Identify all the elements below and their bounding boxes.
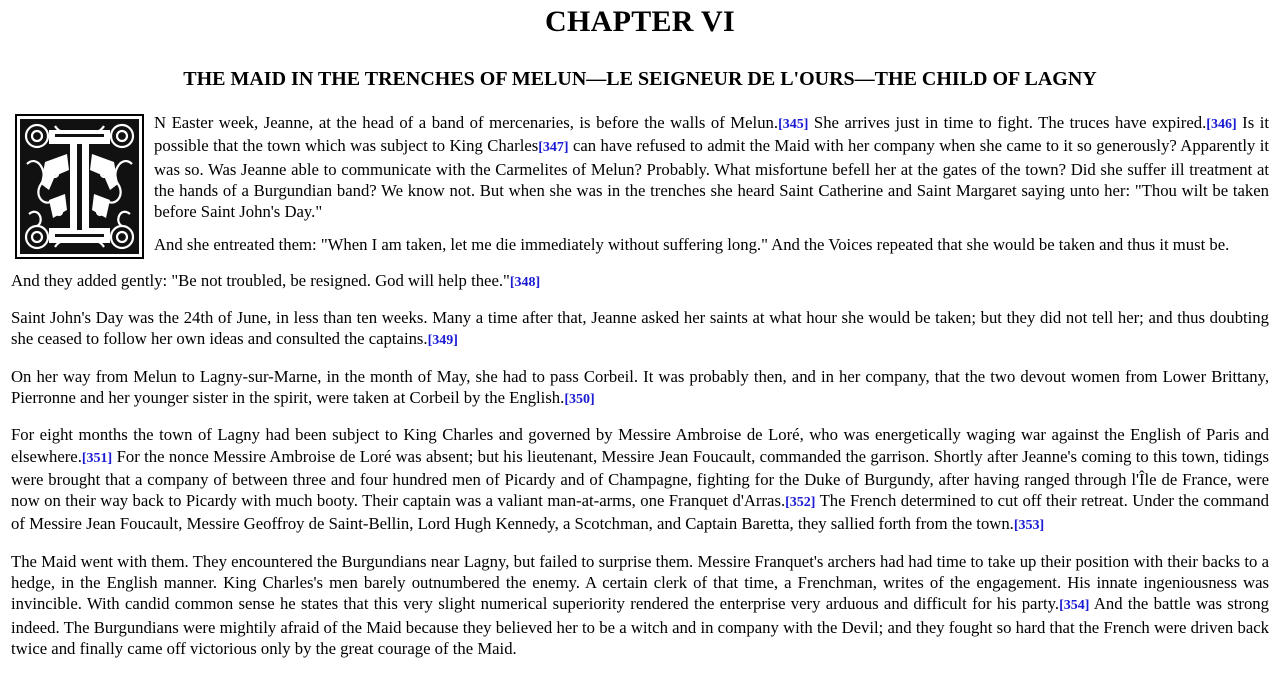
- paragraph-text: For the nonce Messire Ambroise de Loré was absent; but his lieutenant, Messire Jean Foucault, commanded the garrison. Shortly after Jeanne's coming to this town, tidings were brought that a company of between three and four hundred men of Picardy and of Champagne, fighting for the Duke of Burgundy, after having ranged through l'Île de France, were now on their way back to Picardy with much booty. Their captain was a valiant man-at-arms, one Franquet d'Arras.: [11, 446, 1269, 511]
- footnote-link[interactable]: [349]: [427, 333, 458, 349]
- paragraph: [11, 112, 1269, 222]
- paragraph-list: [11, 112, 1269, 659]
- footnote-link[interactable]: [347]: [538, 140, 569, 156]
- footnote-link[interactable]: [348]: [509, 274, 541, 290]
- footnote-link[interactable]: [346]: [1206, 117, 1237, 132]
- paragraph: [11, 307, 1269, 352]
- paragraph-text: And they added gently: "Be not troubled, be resigned. God will help thee.": [11, 270, 510, 290]
- chapter-body: [11, 112, 1269, 659]
- paragraph-text: can have refused to admit the Maid with her company when she came to it so generously? Apparently it was so. Was Jeanne able to communicate with the Carmelites of Melun? Probably. What misfortune befell her at the gates of the town? Did she suffer ill treatment at the hands of a Burgundian band? We know not. But when she was in the trenches she heard Saint Catherine and Saint Margaret saying unto her: "Thou wilt be taken before Saint John's Day.": [154, 136, 1269, 222]
- footnote-link[interactable]: [352]: [785, 495, 816, 511]
- footnote-link[interactable]: [354]: [1059, 598, 1090, 614]
- paragraph: [11, 234, 1269, 255]
- paragraph-text: The French determined to cut off their retreat. Under the command of Messire Jean Foucault, Messire Geoffroy de Saint-Bellin, Lord Hugh Kennedy, a Scotchman, and Captain Baretta, they sallied forth from the town.: [11, 491, 1269, 534]
- paragraph: [11, 424, 1269, 536]
- paragraph-text: She arrives just in time to fight. The truces have expired.: [808, 113, 1207, 132]
- footnote-link[interactable]: [345]: [778, 117, 809, 132]
- paragraph: [11, 270, 1269, 293]
- paragraph-text: On her way from Melun to Lagny-sur-Marne, in the month of May, she had to pass Corbeil. It was probably then, and in her company, that the two devout women from Lower Brittany, Pierronne and her younger sister in the spirit, were taken at Corbeil by the English.: [11, 366, 1269, 407]
- paragraph-text: For eight months the town of Lagny had been subject to King Charles and governed by Messire Ambroise de Loré, who was energetically waging war against the English of Paris and elsewhere.: [11, 425, 1269, 466]
- paragraph-text: The Maid went with them. They encountered the Burgundians near Lagny, but failed to surprise them. Messire Franquet's archers had had time to take up their position with their backs to a hedge, in the English manner. King Charles's men barely outnumbered the enemy. A certain clerk of that time, a Frenchman, writes of the engagement. His innate ingeniousness was invincible. With candid common sense he states that this very slight numerical superiority rendered the enterprise very arduous and difficult for his party.: [11, 551, 1269, 614]
- paragraph-text: And she entreated them: "When I am taken, let me die immediately without suffering long." And the Voices repeated that she would be taken and thus it must be.: [154, 235, 1230, 255]
- paragraph: [11, 551, 1269, 659]
- illuminated-initial-image: [15, 114, 144, 259]
- paragraph-text: Is it possible that the town which was subject to King Charles: [154, 113, 1269, 156]
- chapter-page: [11, 0, 1269, 673]
- footnote-link[interactable]: [350]: [564, 391, 595, 407]
- chapter-title: CHAPTER VI: [545, 5, 735, 38]
- paragraph-text: N Easter week, Jeanne, at the head of a band of mercenaries, is before the walls of Melun.: [154, 113, 779, 132]
- paragraph-text: And the battle was strong indeed. The Burgundians were mightily afraid of the Maid because they believed her to be a witch and in company with the Devil; and they fought so hard that the French were driven back twice and finally came off victorious only by the great courage of the Maid.: [11, 594, 1269, 658]
- chapter-subtitle: THE MAID IN THE TRENCHES OF MELUN—LE SEIGNEUR DE L'OURS—THE CHILD OF LAGNY: [183, 68, 1097, 90]
- paragraph: [11, 366, 1269, 411]
- paragraph-text: Saint John's Day was the 24th of June, in less than ten weeks. Many a time after that, Jeanne asked her saints at what hour she would be taken; but they did not tell her; and thus doubting she ceased to follow her own ideas and consulted the captains.: [11, 308, 1269, 349]
- footnote-link[interactable]: [351]: [81, 450, 113, 466]
- footnote-link[interactable]: [353]: [1013, 518, 1045, 534]
